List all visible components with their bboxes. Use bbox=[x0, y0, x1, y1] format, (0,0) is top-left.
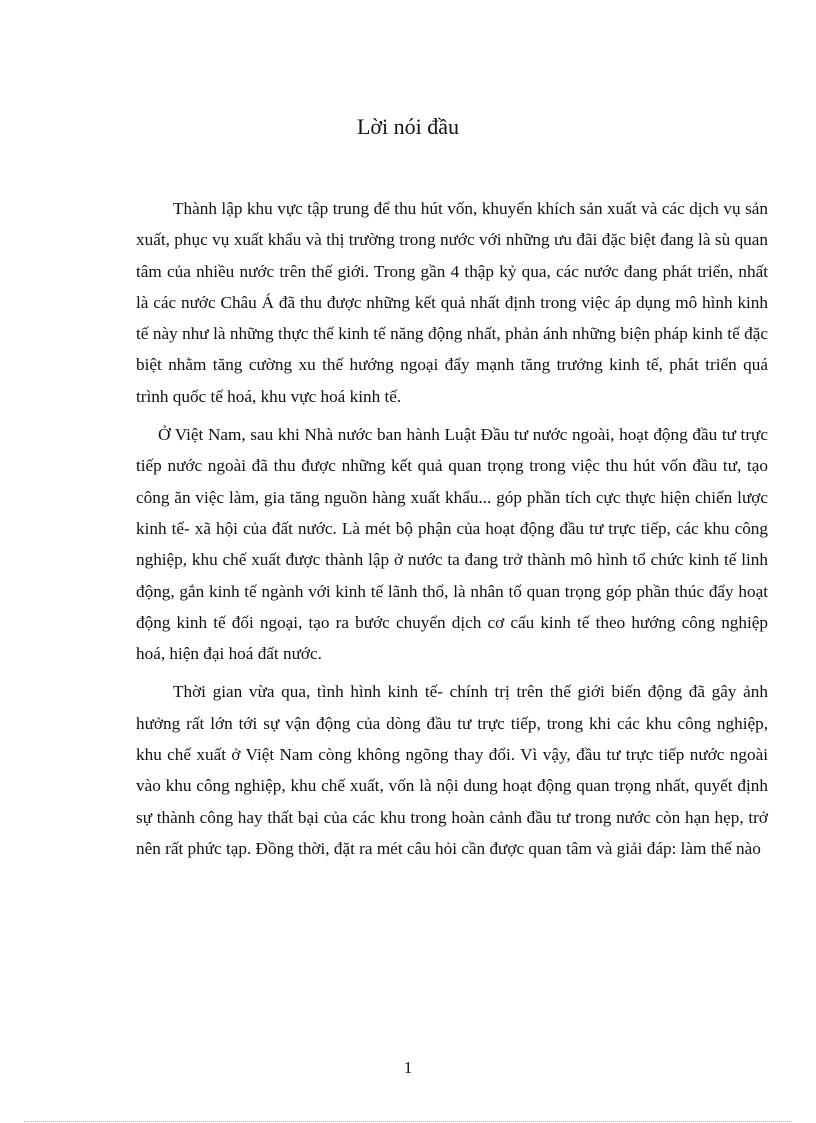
page-bottom-divider bbox=[24, 1121, 792, 1122]
body-text bbox=[136, 193, 768, 871]
page-title: Lời nói đầu bbox=[356, 114, 460, 139]
paragraph-2: Ở Việt Nam, sau khi Nhà nước ban hành Luật Đầu tư nước ngoài, hoạt động đầu tư trực tiếp nước ngoài đã thu được những kết quả quan trọng trong việc thu hút vốn đầu tư, tạo công ăn việc làm, gia tăng nguồn hàng xuất khẩu... góp phần tích cực thực hiện chiến lược kinh tế- xã hội của đất nước. Là mét bộ phận của hoạt động đầu tư trực tiếp, các khu công nghiệp, khu chế xuất được thành lập ở nước ta đang trở thành mô hình tổ chức kinh tế linh động, gắn kinh tế ngành với kinh tế lãnh thổ, là nhân tố quan trọng góp phần thúc đẩy hoạt động kinh tế đối ngoại, tạo ra bước chuyển dịch cơ cấu kinh tế theo hướng công nghiệp hoá, hiện đại hoá đất nước. bbox=[136, 425, 768, 664]
paragraph-1: Thành lập khu vực tập trung để thu hút vốn, khuyến khích sản xuất và các dịch vụ sản xuất, phục vụ xuất khẩu và thị trường trong nước với những ưu đãi đặc biệt đang là sù quan tâm của nhiều nước trên thế giới. Trong gần 4 thập kỷ qua, các nước đang phát triển, nhất là các nước Châu Á đã thu được những kết quả nhất định trong việc áp dụng mô hình kinh tế này như là những thực thể kinh tế năng động nhất, phản ánh những biện pháp kinh tế đặc biệt nhằm tăng cường xu thế hướng ngoại đẩy mạnh tăng trưởng kinh tế, phát triển quá trình quốc tế hoá, khu vực hoá kinh tế. bbox=[136, 199, 768, 406]
paragraph-3: Thời gian vừa qua, tình hình kinh tế- chính trị trên thế giới biến động đã gây ảnh hưởng rất lớn tới sự vận động của dòng đầu tư trực tiếp, trong khi các khu công nghiệp, khu chế xuất ở Việt Nam còng không ngõng thay đổi. Vì vậy, đầu tư trực tiếp nước ngoài vào khu công nghiệp, khu chế xuất, vốn là nội dung hoạt động quan trọng nhất, quyết định sự thành công hay thất bại của các khu trong hoàn cảnh đầu tư trong nước còn hạn hẹp, trở nên rất phức tạp. Đồng thời, đặt ra mét câu hỏi cần được quan tâm và giải đáp: làm thế nào bbox=[136, 682, 768, 858]
page-number: 1 bbox=[403, 1058, 413, 1077]
